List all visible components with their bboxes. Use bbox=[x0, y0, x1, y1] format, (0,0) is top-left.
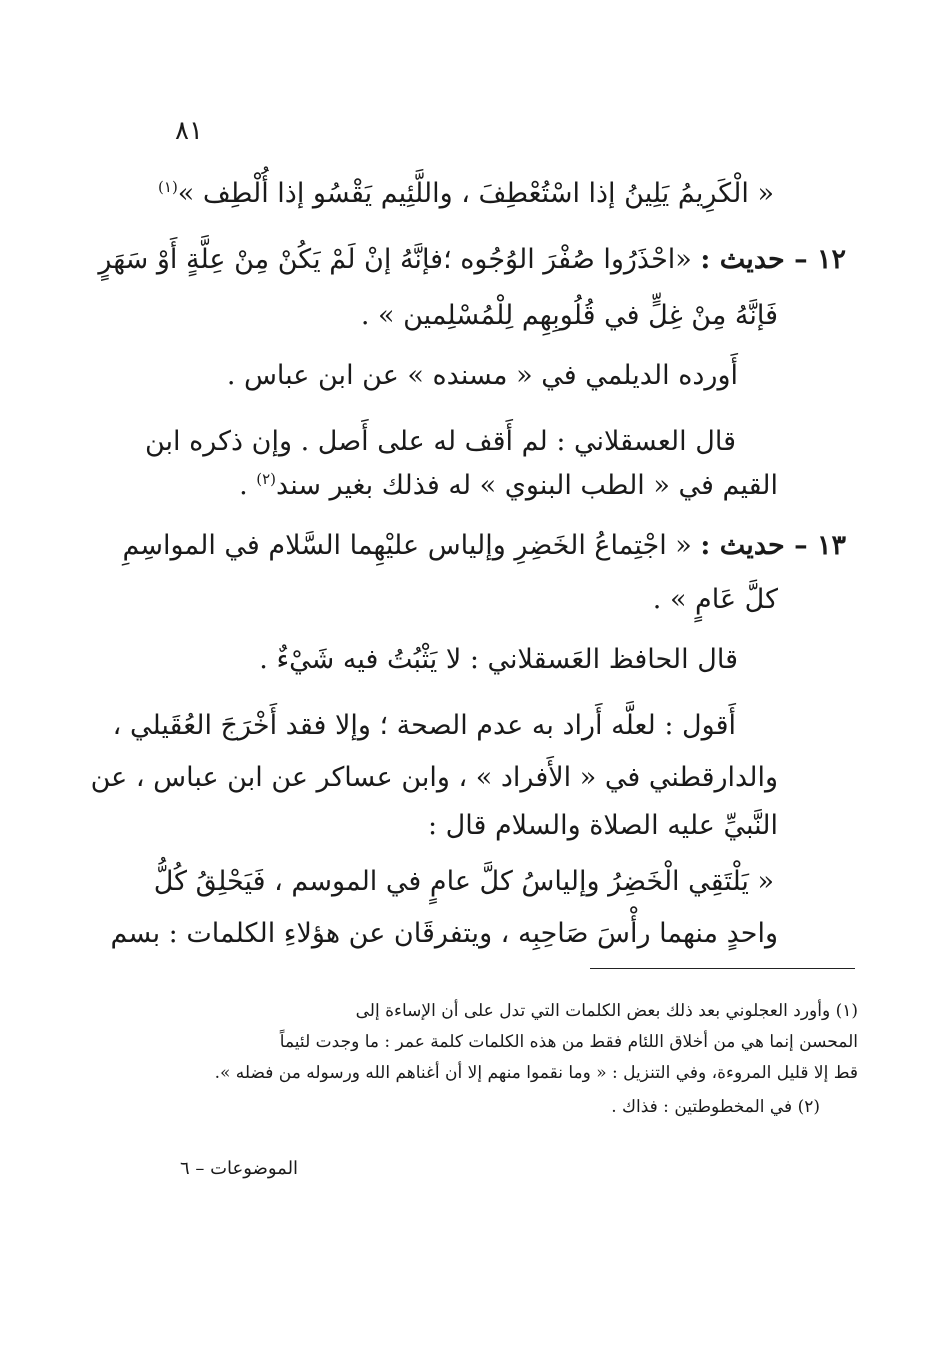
text-line-1 bbox=[158, 174, 774, 214]
text-line-14: واحدٍ منهما رأْسَ صَاحِبِه ، ويتفرقَان عن هؤلاءِ الكلمات : بسم bbox=[110, 918, 778, 949]
text-line-11: والدارقطني في « الأَفراد » ، وابن عساكر عن ابن عباس ، عن bbox=[90, 762, 778, 793]
hadith-12-label: ١٢ – حديث : bbox=[700, 244, 846, 275]
text-line-5: قال العسقلاني : لم أَقف له على أَصل . وإن ذكره ابن bbox=[144, 426, 736, 457]
footnote-ref-2: (٢) bbox=[256, 470, 277, 488]
text-line-3: فَإنَّهُ مِنْ غِلٍّ في قُلُوبِهِم لِلْمُسْلِمين » . bbox=[360, 300, 778, 331]
text-line-4: أَورده الديلمي في « مسنده » عن ابن عباس . bbox=[226, 360, 738, 391]
hadith-13-text: « اجْتِماعُ الخَضِرِ وإلياس عليْهِما السَّلام في المواسِمِ bbox=[122, 530, 692, 561]
page-number: ٨١ bbox=[175, 116, 203, 146]
footnote-1-line-3: قط إلا قليل المروءة، وفي التنزيل : « وما نقموا منهم إلا أن أغناهم الله ورسوله من فضله ». bbox=[214, 1063, 858, 1083]
text-line-6-end: . bbox=[239, 470, 257, 501]
footnote-1-line-2: المحسن إنما هي من أخلاق اللئام فقط من هذه الكلمات كلمة عمر : ما وجدت لئيماً bbox=[279, 1032, 858, 1052]
hadith-12-text: «احْذَرُوا صُفْرَ الوُجُوه ؛فإنَّهُ إنْ لَمْ يَكُنْ مِنْ عِلَّةٍ أَوْ سَهَرٍ bbox=[98, 244, 692, 275]
text-line-8: كلَّ عَامٍ » . bbox=[652, 584, 778, 615]
footnote-separator bbox=[590, 968, 855, 969]
quote-text: « الْكَرِيمُ يَلِينُ إذا اسْتُعْطِفَ ، واللَّئِيم يَقْسُو إذا أُلْطِف » bbox=[177, 178, 774, 209]
hadith-12-line bbox=[98, 240, 846, 280]
hadith-13-line bbox=[122, 526, 846, 566]
page-signature: الموضوعات – ٦ bbox=[180, 1158, 299, 1179]
hadith-13-label: ١٣ – حديث : bbox=[700, 530, 846, 561]
text-line-6-body: القيم في « الطب البنوي » له فذلك بغير سند bbox=[276, 470, 778, 501]
footnote-1-line-1: (١) وأورد العجلوني بعد ذلك بعض الكلمات التي تدل على أن الإساءة إلى bbox=[355, 1001, 858, 1021]
text-line-13: « يَلْتَقِي الْخَضِرُ وإلياسُ كلَّ عامٍ في الموسم ، فَيَحْلِقُ كُلُّ bbox=[153, 866, 774, 897]
text-line-9: قال الحافظ العَسقلاني : لا يَثْبُتُ فيه شَيْءٌ . bbox=[259, 644, 738, 675]
footnote-ref-1: (١) bbox=[158, 178, 178, 196]
text-line-6 bbox=[239, 466, 778, 506]
text-line-12: النَّبيِّ عليه الصلاة والسلام قال : bbox=[427, 810, 778, 841]
text-line-10: أَقول : لعلَّه أَراد به عدم الصحة ؛ وإلا فقد أَخْرَجَ العُقَيلي ، bbox=[112, 710, 736, 741]
footnote-2: (٢) في المخطوطتين : فذاك . bbox=[611, 1097, 820, 1117]
